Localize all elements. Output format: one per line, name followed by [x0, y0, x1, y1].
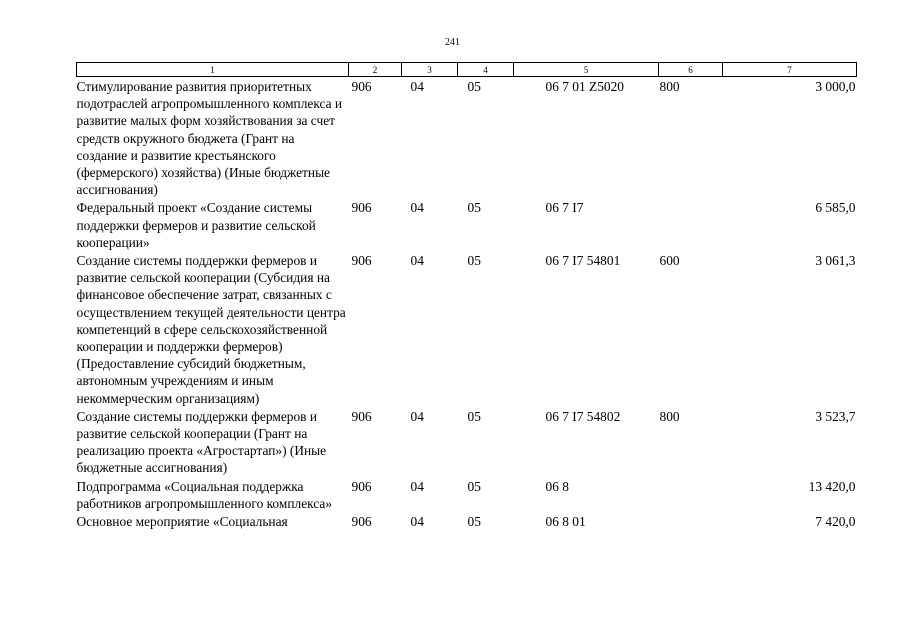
- row-rz: 05: [467, 79, 481, 94]
- budget-table: [76, 62, 857, 530]
- row-vr: 600: [659, 253, 680, 269]
- column-header-vr: 6: [659, 63, 723, 77]
- row-code: 906: [351, 408, 372, 424]
- header-row: [77, 63, 857, 77]
- row-rz: 05: [467, 408, 481, 424]
- row-code: 906: [351, 79, 372, 94]
- row-sum: 6 585,0: [815, 200, 856, 216]
- row-name: Создание системы поддержки фермеров и развитие сельской кооперации (Субсидия на финансовое обеспечение затрат, связанных с осуществлением текущей деятельности центра компетенций в сфере сельскохозяйственной кооперации и поддержки фермеров) (Предоставление субсидий бюджетным, автономным учреждениям и иным некоммерческим организациям): [76, 253, 346, 406]
- row-gr: 04: [410, 478, 424, 494]
- row-name: Стимулирование развития приоритетных подотраслей агропромышленного комплекса и развитие малых форм хозяйствования за счет средств окружного бюджета (Грант на создание и развитие крестьянского (фермерского) хозяйства) (Иные бюджетные ассигнования): [76, 79, 343, 198]
- column-header-sum: 7: [723, 63, 857, 77]
- row-cs: 06 7 I7 54801: [545, 253, 621, 269]
- row-gr: 04: [410, 200, 424, 216]
- row-vr: [659, 198, 723, 251]
- row-cs: 06 7 01 Z5020: [545, 79, 624, 94]
- row-cs: 06 8 01: [545, 514, 586, 530]
- row-name: Основное мероприятие «Социальная: [76, 514, 288, 530]
- row-rz: 05: [467, 478, 481, 494]
- column-header-cs: 5: [514, 63, 659, 77]
- table-row: [77, 407, 857, 477]
- row-gr: 04: [410, 408, 424, 424]
- row-code: 906: [351, 514, 372, 530]
- row-gr: 04: [410, 253, 424, 269]
- row-name: Создание системы поддержки фермеров и развитие сельской кооперации (Грант на реализацию проекта «Агростартап») (Иные бюджетные ассигнования): [76, 408, 327, 476]
- row-code: 906: [351, 253, 372, 269]
- row-code: 906: [351, 200, 372, 216]
- column-header-code: 2: [349, 63, 402, 77]
- table-row: [77, 477, 857, 512]
- row-gr: 04: [410, 514, 424, 530]
- row-cs: 06 7 I7 54802: [545, 408, 621, 424]
- row-vr: 800: [659, 79, 680, 94]
- row-rz: 05: [467, 514, 481, 530]
- row-cs: 06 7 I7: [545, 200, 584, 216]
- table-row: [77, 512, 857, 530]
- row-sum: 3 523,7: [815, 408, 856, 424]
- row-gr: 04: [410, 79, 424, 94]
- page-number: 241: [445, 37, 460, 48]
- row-name: Подпрограмма «Социальная поддержка работников агропромышленного комплекса»: [76, 478, 333, 511]
- row-vr: [659, 512, 723, 530]
- row-sum: 3 000,0: [815, 79, 856, 94]
- row-sum: 3 061,3: [815, 253, 856, 269]
- row-name: Федеральный проект «Создание системы поддержки фермеров и развитие сельской кооперации»: [76, 200, 316, 250]
- column-header-name: 1: [77, 63, 349, 77]
- table-row: [77, 77, 857, 199]
- row-vr: 800: [659, 408, 680, 424]
- row-cs: 06 8: [545, 478, 569, 494]
- table-row: [77, 198, 857, 251]
- column-header-gr: 3: [402, 63, 458, 77]
- row-rz: 05: [467, 253, 481, 269]
- row-rz: 05: [467, 200, 481, 216]
- row-vr: [659, 477, 723, 512]
- row-sum: 13 420,0: [808, 478, 856, 494]
- column-header-rz: 4: [458, 63, 514, 77]
- row-sum: 7 420,0: [815, 514, 856, 530]
- row-code: 906: [351, 478, 372, 494]
- table-row: [77, 251, 857, 407]
